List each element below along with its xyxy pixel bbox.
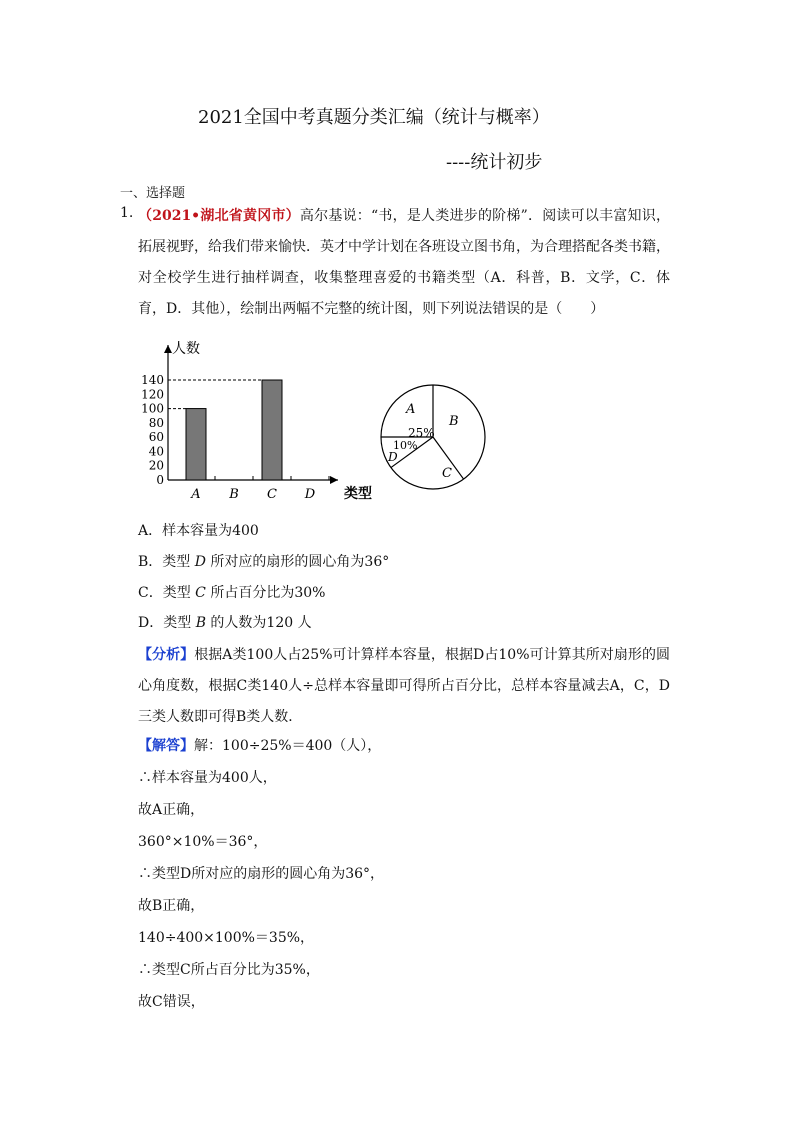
solution-label: 【解答】 [138, 738, 194, 754]
y-tick-label: 20 [148, 458, 164, 473]
y-axis-arrow [164, 345, 172, 353]
bar-chart [138, 335, 383, 505]
x-axis-arrow [330, 476, 338, 484]
bar [262, 380, 282, 480]
pie-label: B [449, 414, 459, 429]
x-tick-label: C [267, 487, 277, 502]
page-title: 2021全国中考真题分类汇编（统计与概率） [198, 107, 550, 128]
y-tick-label: 120 [141, 387, 164, 402]
option-b: B．类型 D 所对应的扇形的圆心角为36° [138, 554, 390, 570]
pie-label: 25% [408, 426, 435, 440]
solution-first-line: 【解答】解：100÷25%＝400（人）， [138, 738, 382, 754]
y-tick-label: 140 [141, 373, 164, 387]
pie-label: C [442, 466, 452, 481]
question-source: （2021•湖北省黄冈市） [138, 208, 300, 224]
question-text: 高尔基说：“书，是人类进步的阶梯”．阅读可以丰富知识，拓展视野，给我们带来愉快．英才中学计划在各班设立图书角，为合理搭配各类书籍，对全校学生进行抽样调查，收集整理喜爱的书籍类型（A．科普，B．文学，C．体育，D．其他），绘制出两幅不完整的统计图，则下列说法错误的是（ ） [138, 208, 670, 317]
y-axis-label: 人数 [172, 341, 200, 357]
x-tick-label: A [191, 487, 201, 502]
y-tick-label: 40 [148, 444, 164, 459]
y-tick-label: 60 [148, 430, 164, 445]
pie-label: A [406, 402, 416, 417]
x-tick-label: B [229, 487, 239, 502]
analysis-block [138, 640, 670, 733]
pie-label: D [388, 450, 398, 464]
solution-line: 140÷400×100%＝35%， [138, 930, 315, 946]
solution-line: 故C错误， [138, 994, 205, 1010]
x-tick-label: D [304, 487, 316, 502]
analysis-label: 【分析】 [138, 647, 195, 663]
analysis-text: 根据A类100人占25%可计算样本容量，根据D占10%可计算其所对扇形的圆心角度数，根据C类140人÷总样本容量即可得所占百分比，总样本容量减去A，C，D三类人数即可得B类人数． [138, 647, 670, 725]
section-heading: 一、选择题 [120, 186, 186, 201]
solution-line: ∴类型D所对应的扇形的圆心角为36°， [138, 866, 385, 882]
y-tick-label: 80 [148, 415, 164, 430]
y-tick-label: 0 [156, 473, 164, 487]
solution-line: ∴样本容量为400人， [138, 770, 277, 786]
option-c: C．类型 C 所占百分比为30% [138, 585, 326, 601]
solution-line: 360°×10%＝36°， [138, 834, 268, 850]
pie-chart [376, 380, 491, 495]
bar [186, 409, 206, 480]
question-number: 1. [120, 205, 134, 221]
solution-line: ∴类型C所占百分比为35%， [138, 962, 320, 978]
solution-line: 故B正确， [138, 898, 205, 914]
question-stem [138, 201, 670, 325]
x-axis-label: 类型 [344, 486, 372, 502]
page-subtitle: ----统计初步 [446, 152, 543, 173]
pie-label: 10% [393, 439, 418, 452]
y-tick-label: 100 [141, 401, 164, 416]
option-a: A．样本容量为400 [138, 523, 259, 539]
solution-line: 故A正确， [138, 802, 205, 818]
option-d: D．类型 B 的人数为120 人 [138, 615, 312, 631]
